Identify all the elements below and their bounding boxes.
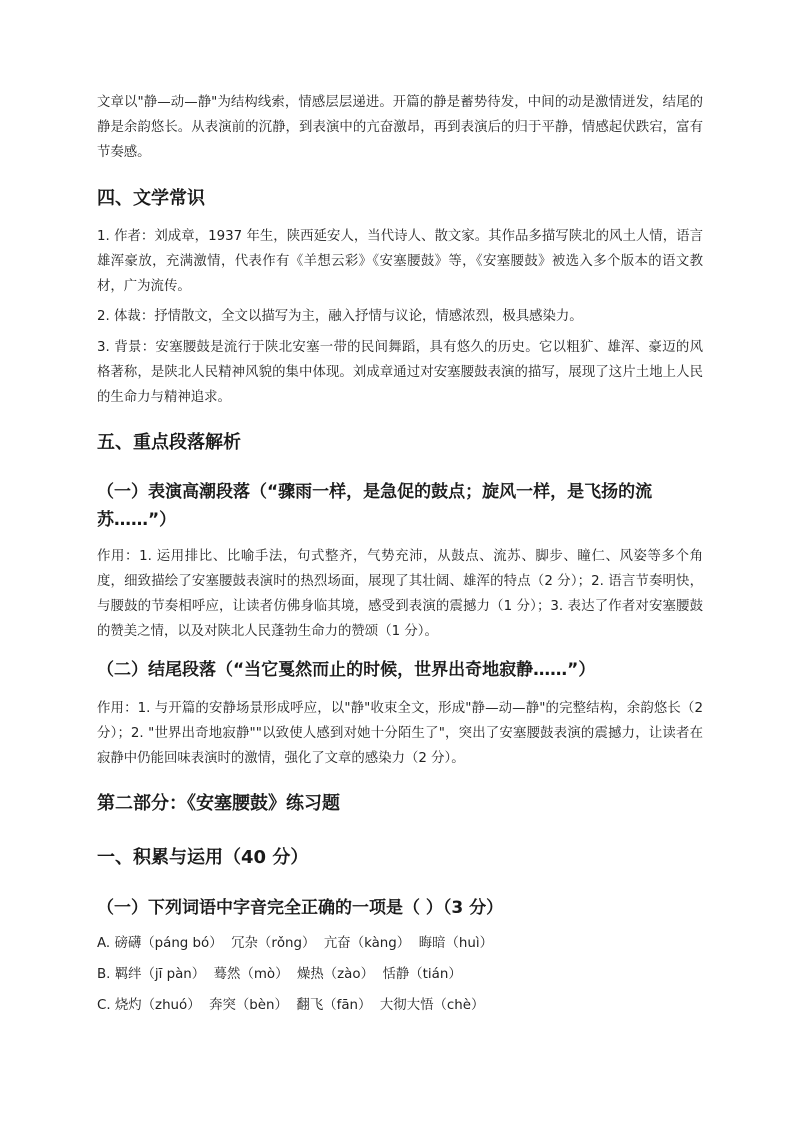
- literary-item-genre: 2. 体裁：抒情散文，全文以描写为主，融入抒情与议论，情感浓烈，极具感染力。: [97, 309, 583, 324]
- question-1-option-b: B. 羁绊（jī pàn） 蓦然（mò） 燥热（zào） 恬静（tián）: [97, 967, 462, 982]
- intro-paragraph: 文章以"静—动—静"为结构线索，情感层层递进。开篇的静是蓄势待发，中间的动是激情迸发，结尾的静是余韵悠长。从表演前的沉静，到表演中的亢奋激昂，再到表演后的归于平静，情感起伏跌宕，富有节奏感。: [97, 95, 703, 160]
- question-1-option-c: C. 烧灼（zhuó） 奔突（bèn） 翻飞（fān） 大彻大悟（chè）: [97, 998, 485, 1013]
- question-1-heading: （一）下列词语中字音完全正确的一项是（ ）（3 分）: [97, 898, 504, 918]
- question-1-option-a: A. 磅礴（páng bó） 冗杂（rǒng） 亢奋（kàng） 晦暗（huì）: [97, 936, 493, 951]
- subsection-2-heading: （二）结尾段落（“当它戛然而止的时候，世界出奇地寂静……”）: [97, 660, 596, 680]
- exercise-section-1-heading: 一、积累与运用（40 分）: [97, 847, 309, 868]
- section-4-heading: 四、文学常识: [97, 188, 205, 209]
- part-2-heading: 第二部分：《安塞腰鼓》练习题: [97, 793, 340, 814]
- subsection-1-analysis: 作用：1. 运用排比、比喻手法，句式整齐，气势充沛，从鼓点、流苏、脚步、瞳仁、风姿等多个角度，细致描绘了安塞腰鼓表演时的热烈场面，展现了其壮阔、雄浑的特点（2 分）；2. 语言节奏明快，与腰鼓的节奏相呼应，让读者仿佛身临其境，感受到表演的震撼力（1 分）；3. 表达了作者对安塞腰鼓的赞美之情，以及对陕北人民蓬勃生命力的赞颂（1 分）。: [97, 549, 703, 639]
- section-5-heading: 五、重点段落解析: [97, 432, 241, 453]
- literary-item-background: 3. 背景：安塞腰鼓是流行于陕北安塞一带的民间舞蹈，具有悠久的历史。它以粗犷、雄浑、豪迈的风格著称，是陕北人民精神风貌的集中体现。刘成章通过对安塞腰鼓表演的描写，展现了这片土地上人民的生命力与精神追求。: [97, 340, 703, 405]
- subsection-2-analysis: 作用：1. 与开篇的安静场景形成呼应，以"静"收束全文，形成"静—动—静"的完整结构，余韵悠长（2 分）；2. "世界出奇地寂静""以致使人感到对她十分陌生了"，突出了安塞腰鼓表演的震撼力，让读者在寂静中仍能回味表演时的激情，强化了文章的感染力（2 分）。: [97, 701, 703, 766]
- subsection-1-heading: （一）表演高潮段落（“骤雨一样，是急促的鼓点；旋风一样，是飞扬的流苏……”）: [97, 482, 653, 530]
- literary-item-author: 1. 作者：刘成章，1937 年生，陕西延安人，当代诗人、散文家。其作品多描写陕北的风土人情，语言雄浑豪放，充满激情，代表作有《羊想云彩》《安塞腰鼓》等，《安塞腰鼓》被选入多个版本的语文教材，广为流传。: [97, 229, 703, 294]
